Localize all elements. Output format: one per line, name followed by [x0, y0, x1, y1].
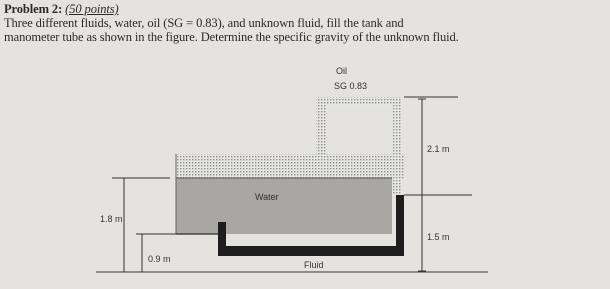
problem-points: (50 points) — [65, 2, 119, 16]
oil-tube-vertical — [316, 97, 326, 155]
dimension-2-1-m: 2.1 m — [427, 144, 450, 154]
oil-sg-label: SG 0.83 — [334, 81, 368, 91]
problem-text-line-2: manometer tube as shown in the figure. Determine the specific gravity of the unknown fluid. — [4, 30, 459, 44]
oil-layer-tank — [176, 154, 404, 180]
dimension-0-9-m: 0.9 m — [148, 254, 171, 264]
oil-label: Oil — [336, 66, 347, 76]
fluid-tube-bottom — [218, 246, 404, 256]
oil-tube-right — [392, 97, 402, 195]
problem-text-line-1: Three different fluids, water, oil (SG = 0.83), and unknown fluid, fill the tank and — [4, 16, 404, 30]
fluid-label: Fluid — [304, 260, 324, 270]
dimension-1-5-m: 1.5 m — [427, 232, 450, 242]
water-body — [176, 178, 392, 234]
fluid-tube-right — [396, 195, 404, 256]
oil-tube-top — [316, 97, 398, 105]
problem-heading: Problem 2: — [4, 2, 63, 16]
water-label: Water — [255, 192, 279, 202]
dimension-1-8-m: 1.8 m — [100, 214, 123, 224]
